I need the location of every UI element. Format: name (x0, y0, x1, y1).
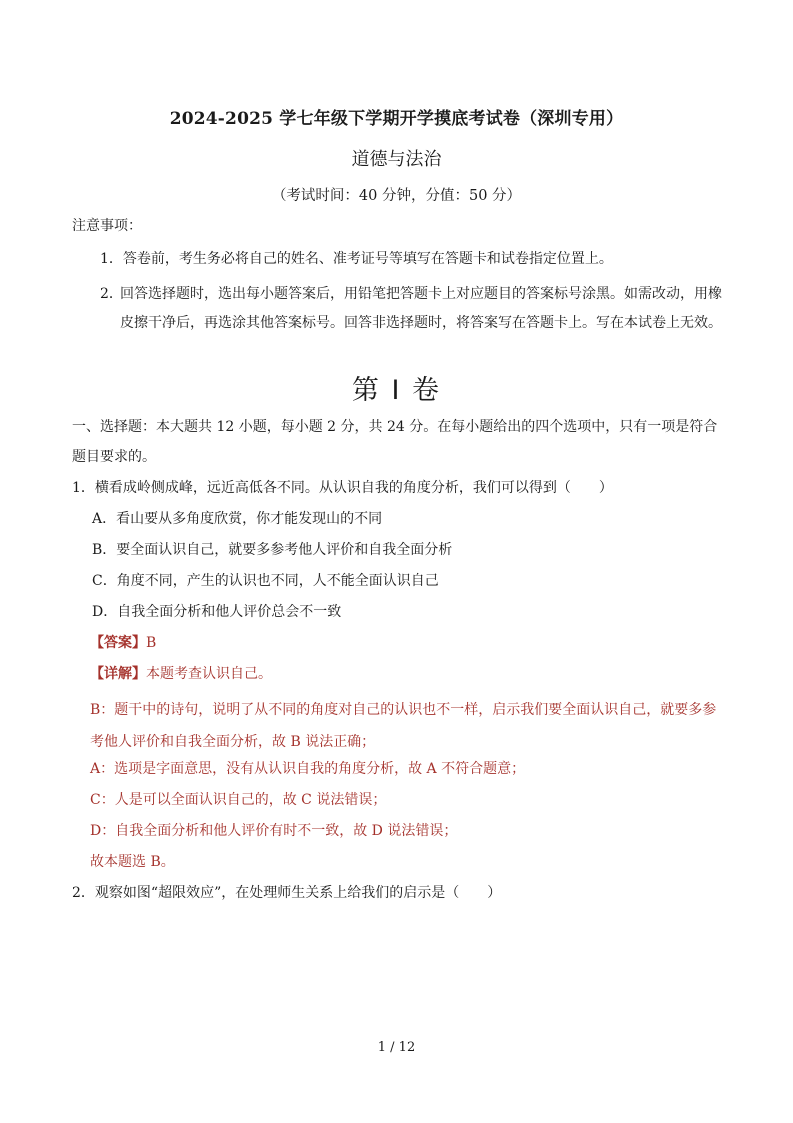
exam-info: （考试时间：40 分钟，分值：50 分） (271, 188, 522, 204)
notes-heading: 注意事项： (72, 218, 142, 234)
exam-title: 2024-2025 学七年级下学期开学摸底考试卷（深圳专用） (169, 109, 624, 129)
explanation-a: A：选项是字面意思，没有从认识自我的角度分析，故 A 不符合题意； (90, 761, 526, 777)
answer-value: B (146, 635, 157, 651)
note-text: 答卷前，考生务必将自己的姓名、准考证号等填写在答题卡和试卷指定位置上。 (122, 251, 613, 267)
explanation-conclusion: 故本题选 B。 (90, 854, 175, 870)
section-intro: 一、选择题：本大题共 12 小题，每小题 2 分，共 24 分。在每小题给出的四个选项中，只有一项是符合题目要求的。 (72, 419, 718, 465)
note-item-1 (100, 248, 613, 268)
subject-heading: 道德与法治 (351, 149, 442, 170)
option-c: C．角度不同，产生的认识也不同，人不能全面认识自己 (92, 573, 439, 589)
question-1-stem: 1．横看成岭侧成峰，远近高低各不同。从认识自我的角度分析，我们可以得到（ ） (72, 480, 613, 496)
option-b: B．要全面认识自己，就要多参考他人评价和自我全面分析 (92, 542, 453, 558)
page-number: 1 / 12 (377, 1040, 416, 1055)
explanation-c: C：人是可以全面认识自己的，故 C 说法错误； (90, 792, 387, 808)
answer-line (90, 632, 156, 652)
detail-text: 本题考查认识自己。 (146, 666, 272, 682)
note-text: 回答选择题时，选出每小题答案后，用铅笔把答题卡上对应题目的答案标号涂黑。如需改动，用橡皮擦干净后，再选涂其他答案标号。回答非选择题时，将答案写在答题卡上。写在本试卷上无效。 (120, 286, 722, 331)
note-number: 2． (100, 286, 123, 302)
note-number: 1． (100, 251, 123, 267)
volume-heading: 第 I 卷 (351, 375, 442, 406)
option-d: D．自我全面分析和他人评价总会不一致 (92, 604, 342, 620)
explanation-b: B：题干中的诗句，说明了从不同的角度对自己的认识也不一样，启示我们要全面认识自己，就要多参考他人评价和自我全面分析，故 B 说法正确； (90, 702, 717, 750)
question-2-stem: 2．观察如图“超限效应”，在处理师生关系上给我们的启示是（ ） (72, 885, 502, 901)
answer-label: 【答案】 (90, 635, 146, 651)
detail-line (90, 663, 272, 683)
option-a: A．看山要从多角度欣赏，你才能发现山的不同 (92, 511, 383, 527)
note-item-2 (100, 280, 722, 338)
detail-label: 【详解】 (90, 666, 146, 682)
explanation-d: D：自我全面分析和他人评价有时不一致，故 D 说法错误； (90, 823, 458, 839)
